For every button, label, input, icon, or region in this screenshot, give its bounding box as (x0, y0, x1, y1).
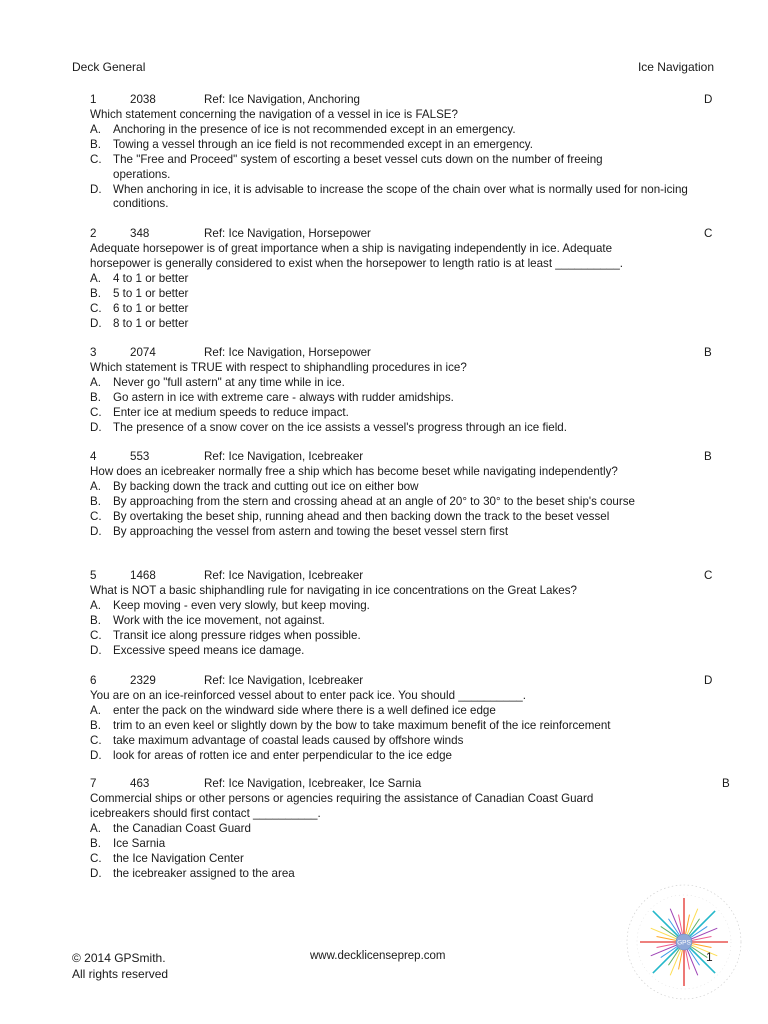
option-text: the Canadian Coast Guard (113, 821, 251, 835)
option-letter: D. (90, 420, 102, 434)
answer-option (90, 302, 728, 317)
question-answer: B (722, 777, 730, 790)
option-letter: A. (90, 375, 101, 389)
option-text: 5 to 1 or better (113, 286, 189, 300)
answer-option (90, 287, 728, 302)
option-letter: D. (90, 524, 102, 538)
question-meta (90, 227, 728, 242)
option-text: Transit ice along pressure ridges when possible. (113, 628, 361, 642)
option-letter: B. (90, 836, 101, 850)
answer-option (90, 183, 693, 213)
option-text: Anchoring in the presence of ice is not recommended except in an emergency. (113, 122, 516, 136)
option-text: Excessive speed means ice damage. (113, 643, 305, 657)
answer-option (90, 391, 728, 406)
answer-option (90, 734, 728, 749)
option-text: 6 to 1 or better (113, 301, 189, 315)
question-meta (90, 674, 728, 689)
question-block (90, 777, 728, 881)
option-letter: C. (90, 733, 102, 747)
option-text: By overtaking the beset ship, running ahead and then backing down the track to the beset vessel (113, 509, 610, 523)
option-text: Never go "full astern" at any time while in ice. (113, 375, 345, 389)
option-letter: C. (90, 405, 102, 419)
option-letter: D. (90, 748, 102, 762)
question-meta (90, 777, 728, 792)
answer-option (90, 867, 728, 882)
option-letter: B. (90, 613, 101, 627)
question-block (90, 346, 728, 436)
question-id: 1468 (130, 569, 156, 582)
option-text: enter the pack on the windward side where there is a well defined ice edge (113, 703, 496, 717)
question-id: 2074 (130, 346, 156, 359)
option-text: the Ice Navigation Center (113, 851, 244, 865)
option-letter: A. (90, 821, 101, 835)
answer-option (90, 614, 728, 629)
question-ref: Ref: Ice Navigation, Horsepower (204, 346, 371, 359)
compass-rose-logo-icon (623, 881, 745, 1003)
rights-text: All rights reserved (72, 967, 169, 981)
question-number: 1 (90, 93, 97, 106)
answer-option (90, 123, 728, 138)
option-letter: B. (90, 494, 101, 508)
option-text: 4 to 1 or better (113, 271, 189, 285)
option-letter: C. (90, 152, 102, 166)
answer-option (90, 599, 728, 614)
answer-option (90, 272, 728, 287)
answer-option (90, 822, 728, 837)
question-meta (90, 346, 728, 361)
answer-option (90, 704, 728, 719)
answer-option (90, 421, 728, 436)
option-text: Go astern in ice with extreme care - always with rudder amidships. (113, 390, 454, 404)
page-number: 1 (706, 950, 713, 964)
question-stem: What is NOT a basic shiphandling rule for navigating in ice concentrations on the Great Lakes? (90, 584, 577, 597)
option-letter: B. (90, 718, 101, 732)
option-letter: D. (90, 866, 102, 880)
question-block (90, 569, 728, 659)
footer-copyright-block (72, 950, 168, 982)
answer-option (90, 629, 728, 644)
answer-option (90, 644, 728, 659)
question-number: 3 (90, 346, 97, 359)
option-letter: A. (90, 122, 101, 136)
option-letter: D. (90, 643, 102, 657)
option-text: Keep moving - even very slowly, but keep moving. (113, 598, 370, 612)
question-id: 348 (130, 227, 150, 240)
question-id: 463 (130, 777, 150, 790)
answer-option (90, 480, 728, 495)
option-text: The presence of a snow cover on the ice assists a vessel's progress through an ice field. (113, 420, 567, 434)
option-text: Towing a vessel through an ice field is not recommended except in an emergency. (113, 137, 533, 151)
copyright-text: © 2014 GPSmith. (72, 951, 166, 965)
question-ref: Ref: Ice Navigation, Horsepower (204, 227, 371, 240)
question-meta (90, 450, 728, 465)
question-answer: B (704, 346, 712, 359)
answer-option (90, 317, 728, 332)
option-text: look for areas of rotten ice and enter perpendicular to the ice edge (113, 748, 453, 762)
option-letter: A. (90, 703, 101, 717)
question-meta (90, 569, 728, 584)
option-letter: A. (90, 271, 101, 285)
answer-option (90, 495, 678, 510)
question-stem: Which statement concerning the navigation of a vessel in ice is FALSE? (90, 108, 458, 121)
option-text: Work with the ice movement, not against. (113, 613, 325, 627)
option-text: By approaching the vessel from astern and towing the beset vessel stern first (113, 524, 509, 538)
website-link[interactable]: www.decklicenseprep.com (310, 950, 446, 962)
question-answer: B (704, 450, 712, 463)
header-section-title: Deck General (72, 60, 146, 74)
question-block (90, 450, 728, 540)
question-number: 5 (90, 569, 97, 582)
option-text: trim to an even keel or slightly down by the bow to take maximum benefit of the ice reinforcement (113, 718, 611, 732)
answer-option (90, 138, 728, 153)
question-stem: Adequate horsepower is of great importance when a ship is navigating independently in ice. Adequate horsepower is generally considered to exist when the horsepower to length ratio is at least __________. (90, 242, 623, 270)
question-answer: C (704, 227, 713, 240)
answer-option (90, 837, 728, 852)
answer-option (90, 153, 658, 183)
question-stem: Commercial ships or other persons or agencies requiring the assistance of Canadian Coast Guard icebreakers should first contact __________. (90, 792, 594, 820)
question-id: 2038 (130, 93, 156, 106)
question-ref: Ref: Ice Navigation, Anchoring (204, 93, 360, 106)
option-letter: D. (90, 182, 102, 196)
answer-option (90, 749, 728, 764)
option-letter: C. (90, 628, 102, 642)
option-text: Ice Sarnia (113, 836, 166, 850)
option-text: When anchoring in ice, it is advisable to increase the scope of the chain over what is normally used for non-icing conditions. (113, 182, 688, 211)
option-letter: B. (90, 286, 101, 300)
option-text: By backing down the track and cutting out ice on either bow (113, 479, 419, 493)
question-ref: Ref: Ice Navigation, Icebreaker (204, 674, 364, 687)
answer-option (90, 525, 728, 540)
option-letter: A. (90, 479, 101, 493)
answer-option (90, 376, 728, 391)
question-answer: C (704, 569, 713, 582)
question-block (90, 227, 728, 331)
answer-option (90, 852, 728, 867)
question-ref: Ref: Ice Navigation, Icebreaker (204, 450, 364, 463)
question-stem: You are on an ice-reinforced vessel about to enter pack ice. You should __________. (90, 689, 526, 702)
option-letter: D. (90, 316, 102, 330)
option-letter: B. (90, 390, 101, 404)
answer-option (90, 406, 728, 421)
option-letter: A. (90, 598, 101, 612)
option-text: 8 to 1 or better (113, 316, 189, 330)
answer-option (90, 719, 728, 734)
option-letter: B. (90, 137, 101, 151)
question-number: 4 (90, 450, 97, 463)
question-answer: D (704, 93, 713, 106)
question-answer: D (704, 674, 713, 687)
option-letter: C. (90, 509, 102, 523)
option-text: By approaching from the stern and crossing ahead at an angle of 20° to 30° to the beset ship's course (113, 494, 635, 508)
option-text: The "Free and Proceed" system of escorting a beset vessel cuts down on the number of freeing operations. (113, 152, 603, 181)
question-ref: Ref: Ice Navigation, Icebreaker (204, 569, 364, 582)
question-number: 2 (90, 227, 97, 240)
question-block (90, 93, 728, 212)
option-text: take maximum advantage of coastal leads caused by offshore winds (113, 733, 464, 747)
option-text: the icebreaker assigned to the area (113, 866, 295, 880)
question-ref: Ref: Ice Navigation, Icebreaker, Ice Sarnia (204, 777, 422, 790)
question-number: 6 (90, 674, 97, 687)
option-letter: C. (90, 301, 102, 315)
logo-text: GPS (677, 939, 691, 947)
question-stem: Which statement is TRUE with respect to shiphandling procedures in ice? (90, 361, 467, 374)
option-text: Enter ice at medium speeds to reduce impact. (113, 405, 349, 419)
question-stem: How does an icebreaker normally free a ship which has become beset while navigating independently? (90, 465, 618, 478)
question-id: 553 (130, 450, 150, 463)
option-letter: C. (90, 851, 102, 865)
question-number: 7 (90, 777, 97, 790)
header-chapter-title: Ice Navigation (637, 60, 714, 74)
question-id: 2329 (130, 674, 156, 687)
question-block (90, 674, 728, 764)
answer-option (90, 510, 728, 525)
question-meta (90, 93, 728, 108)
